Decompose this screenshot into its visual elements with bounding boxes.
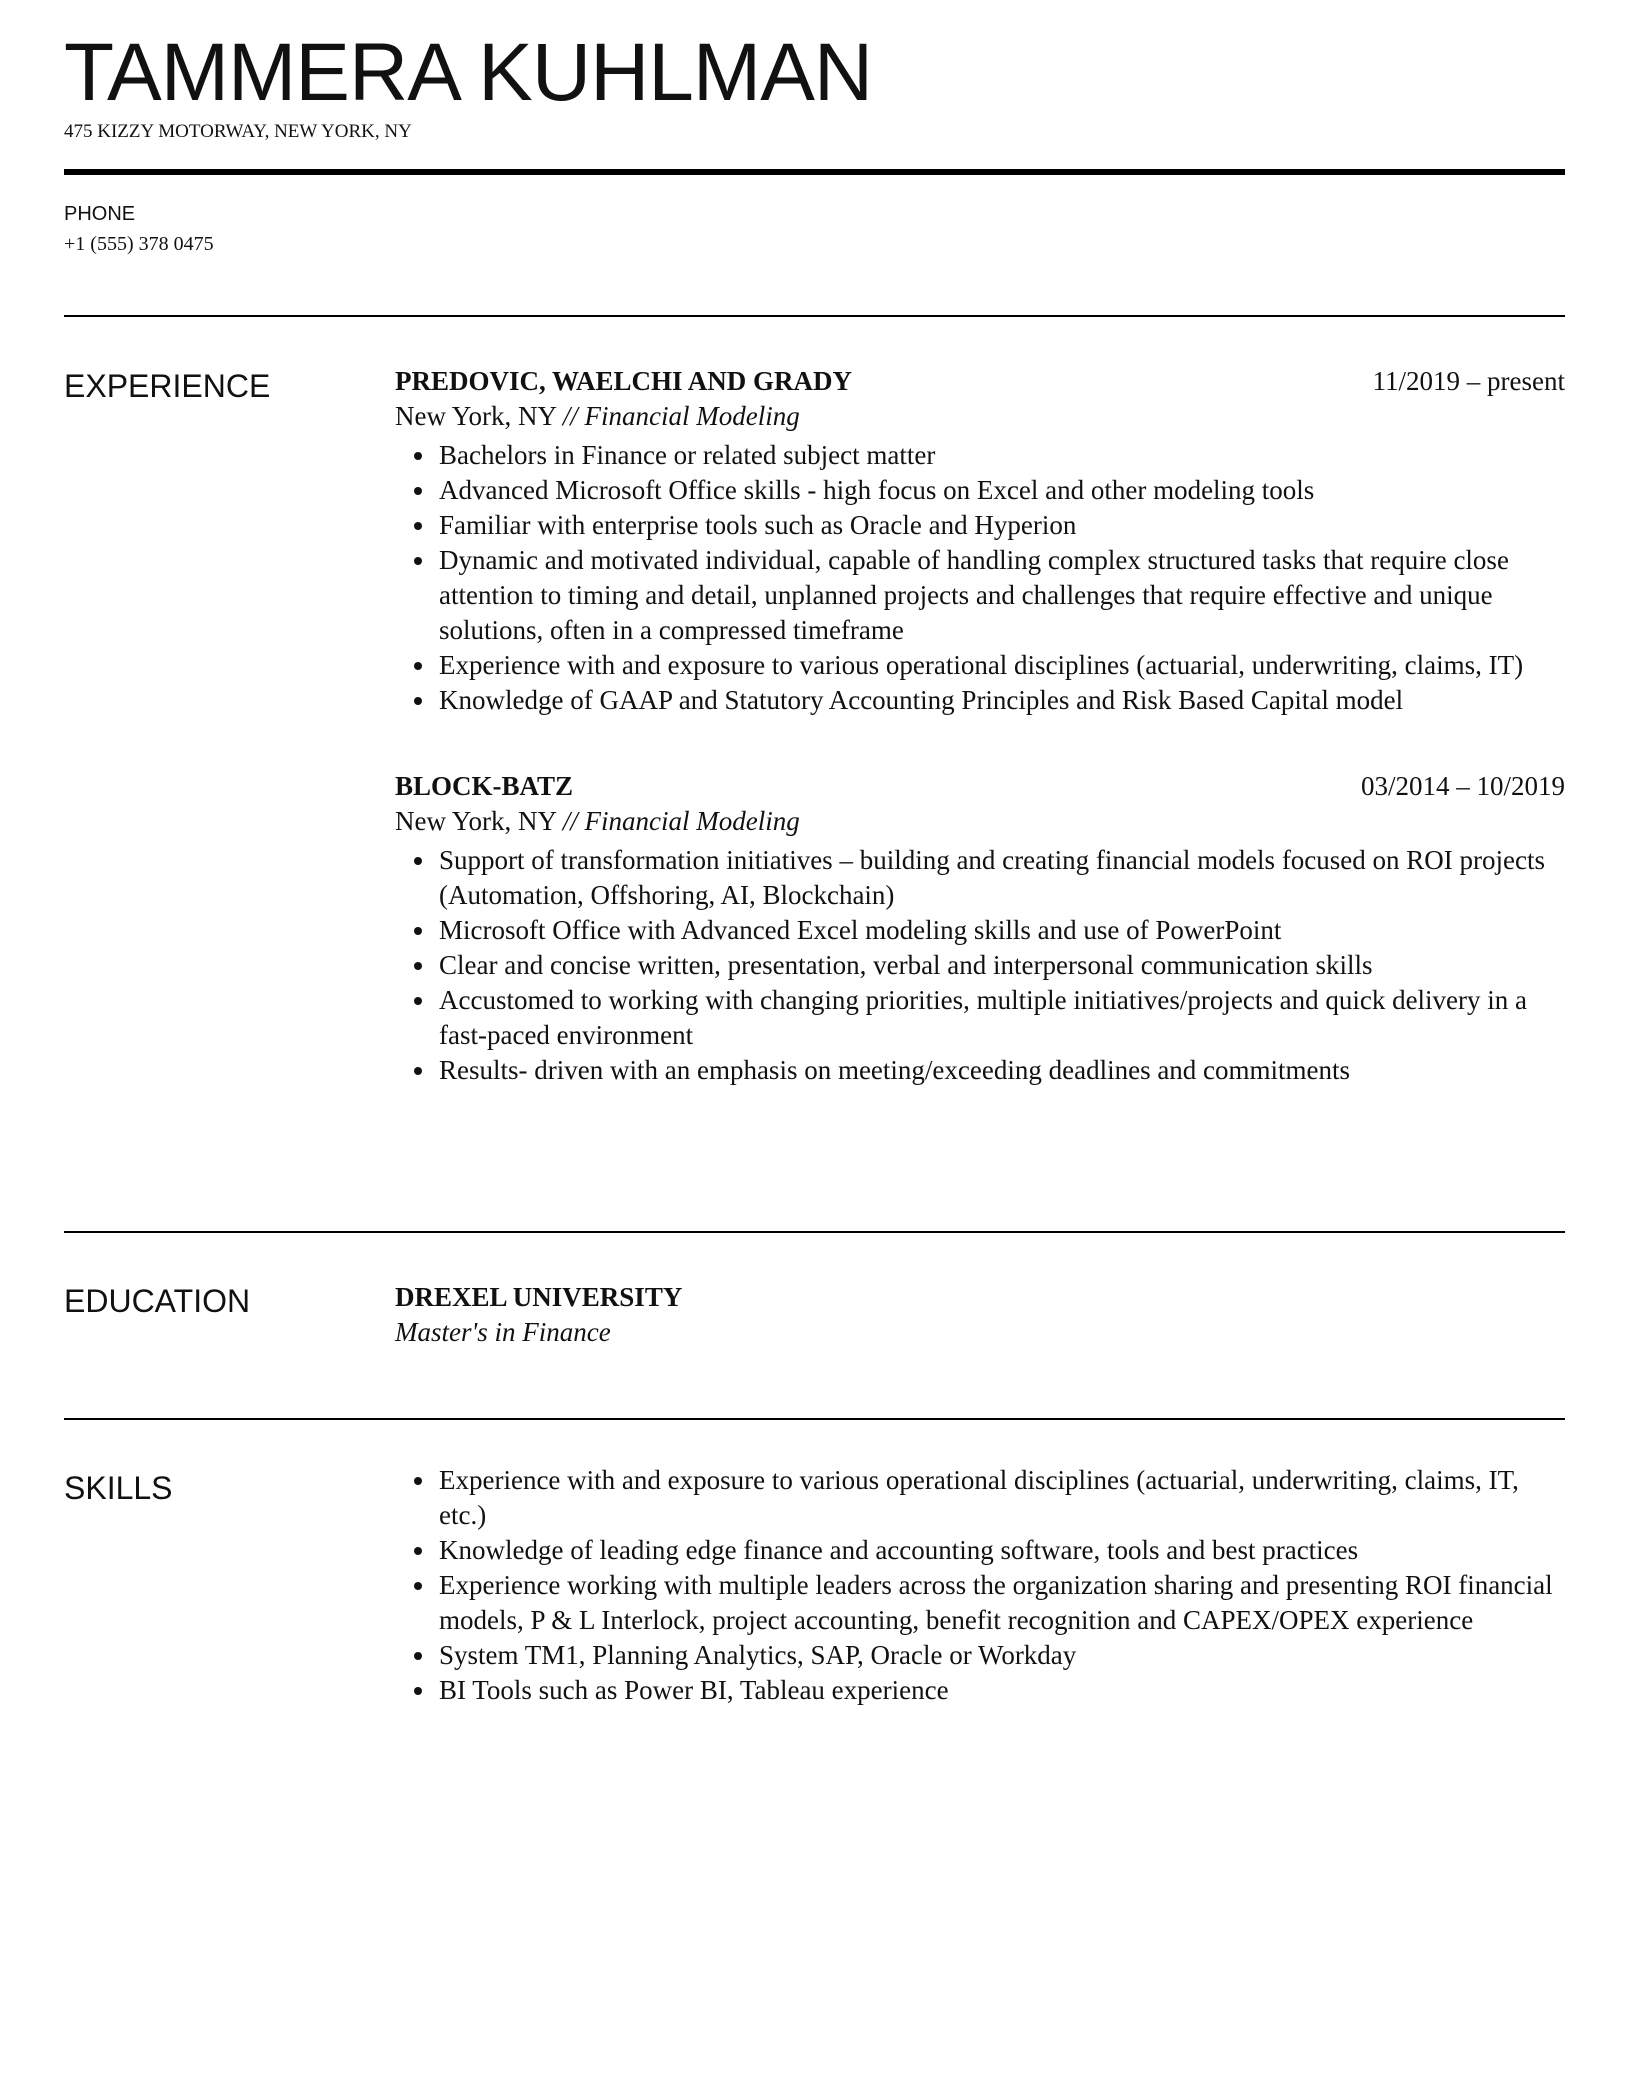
job-location-title — [395, 804, 1565, 839]
experience-section — [395, 364, 1565, 1088]
job-title: Financial Modeling — [584, 806, 800, 836]
list-item: • Support of transformation initiatives – building and creating financial models focused on ROI projects (Automation, Offshoring, AI, Blockchain) — [437, 843, 1565, 913]
job-entry — [395, 364, 1565, 718]
experience-heading: EXPERIENCE — [64, 368, 271, 404]
company-name: BLOCK-BATZ — [395, 771, 574, 801]
job-bullets — [395, 438, 1565, 718]
skills-heading: SKILLS — [64, 1470, 173, 1506]
section-divider — [64, 315, 1565, 317]
phone-number: +1 (555) 378 0475 — [64, 233, 214, 255]
list-item: • Knowledge of GAAP and Statutory Accounting Principles and Risk Based Capital model — [437, 683, 1565, 718]
list-item: • Experience working with multiple leaders across the organization sharing and presenting ROI financial models, P & L Interlock, project accounting, benefit recognition and CAPEX/OPEX experience — [437, 1568, 1565, 1638]
list-item: • Advanced Microsoft Office skills - high focus on Excel and other modeling tools — [437, 473, 1565, 508]
job-location: New York, NY — [395, 401, 557, 431]
job-location: New York, NY — [395, 806, 557, 836]
section-divider — [64, 1418, 1565, 1420]
section-divider — [64, 1231, 1565, 1233]
job-dates: 03/2014 – 10/2019 — [1360, 771, 1565, 801]
skills-list — [395, 1463, 1565, 1708]
candidate-name: TAMMERA KUHLMAN — [64, 27, 873, 118]
education-heading: EDUCATION — [64, 1283, 251, 1319]
list-item: • Familiar with enterprise tools such as Oracle and Hyperion — [437, 508, 1565, 543]
list-item: • Results- driven with an emphasis on meeting/exceeding deadlines and commitments — [437, 1053, 1565, 1088]
job-dates: 11/2019 – present — [1372, 366, 1565, 396]
list-item: • Clear and concise written, presentation, verbal and interpersonal communication skills — [437, 948, 1565, 983]
list-item: • Accustomed to working with changing priorities, multiple initiatives/projects and quick delivery in a fast-paced environment — [437, 983, 1565, 1053]
job-location-title — [395, 399, 1565, 434]
education-section — [395, 1280, 1565, 1350]
phone-label: PHONE — [64, 203, 136, 225]
list-item: • Dynamic and motivated individual, capable of handling complex structured tasks that require close attention to timing and detail, unplanned projects and challenges that require effective and unique solutions, often in a compressed timeframe — [437, 543, 1565, 648]
list-item: • System TM1, Planning Analytics, SAP, Oracle or Workday — [437, 1638, 1565, 1673]
company-name: PREDOVIC, WAELCHI AND GRADY — [395, 366, 853, 396]
job-bullets — [395, 843, 1565, 1088]
list-item: • BI Tools such as Power BI, Tableau experience — [437, 1673, 1565, 1708]
list-item: • Microsoft Office with Advanced Excel modeling skills and use of PowerPoint — [437, 913, 1565, 948]
job-title: Financial Modeling — [584, 401, 800, 431]
list-item: • Bachelors in Finance or related subject matter — [437, 438, 1565, 473]
skills-section — [395, 1463, 1565, 1708]
list-item: • Knowledge of leading edge finance and accounting software, tools and best practices — [437, 1533, 1565, 1568]
degree: Master's in Finance — [395, 1317, 611, 1347]
job-entry — [395, 769, 1565, 1088]
separator: // — [562, 401, 578, 431]
separator: // — [562, 806, 578, 836]
list-item: • Experience with and exposure to various operational disciplines (actuarial, underwriting, claims, IT) — [437, 648, 1565, 683]
list-item: • Experience with and exposure to various operational disciplines (actuarial, underwriting, claims, IT, etc.) — [437, 1463, 1565, 1533]
school-name: DREXEL UNIVERSITY — [395, 1282, 683, 1312]
header-divider — [64, 169, 1565, 175]
address: 475 KIZZY MOTORWAY, NEW YORK, NY — [64, 121, 412, 142]
